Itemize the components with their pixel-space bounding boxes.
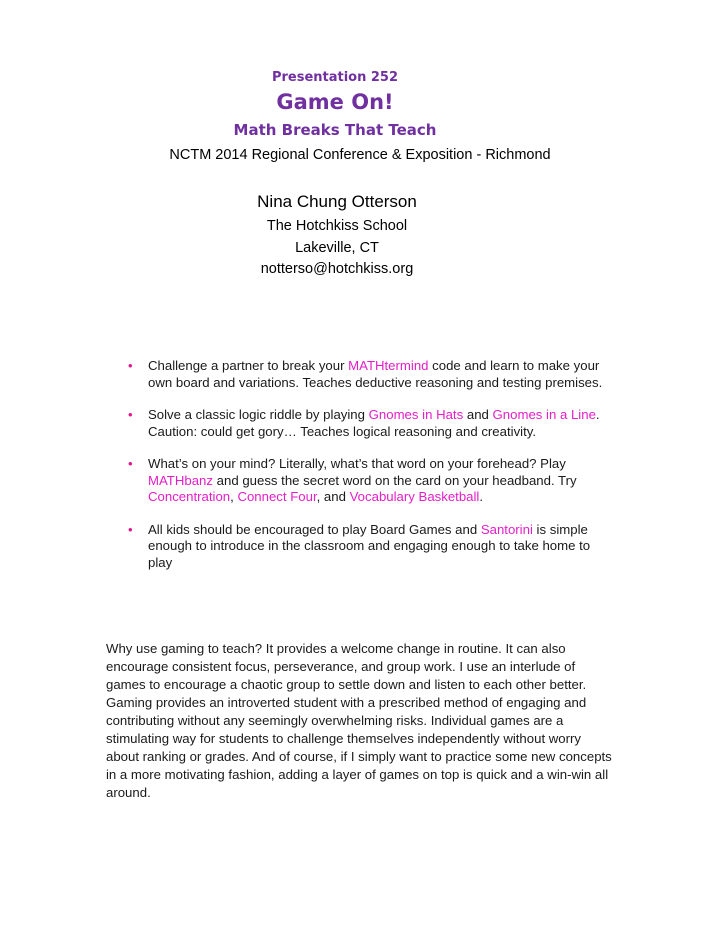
game-name: MATHbanz: [148, 472, 213, 488]
game-name: MATHtermind: [348, 358, 429, 373]
list-item: • All kids should be encouraged to play Board Games and Santorini is simple enough to introduce in the classroom and engaging enough to take home to play: [128, 521, 591, 570]
bullet-icon: •: [128, 407, 133, 422]
presenter-name: Nina Chung Otterson: [257, 192, 417, 211]
presentation-number: Presentation 252: [271, 70, 399, 85]
bullet-icon: •: [128, 456, 133, 471]
game-name: Gnomes in Hats: [368, 407, 464, 422]
game-name: Connect Four: [237, 489, 317, 504]
game-list: [128, 358, 608, 571]
game-name: Santorini: [480, 521, 533, 537]
presenter-school: The Hotchkiss School: [266, 218, 408, 234]
presenter-email: notterso@hotchkiss.org: [260, 261, 414, 277]
list-item: • Solve a classic logic riddle by playing Gnomes in Hats and Gnomes in a Line. Caution: could get gory… Teaches logical reasoning and creativity.: [128, 407, 600, 439]
page-title: Game On!: [276, 90, 394, 114]
why-paragraph: Why use gaming to teach? It provides a welcome change in routine. It can also encourage consistent focus, perseverance, and group work. I use an interlude of games to encourage a chaotic group to settle down and listen to each other better. Gaming provides an introverted student with a prescribed method of engaging and contributing without any seemingly overwhelming risks. Individual games are a stimulating way for students to challenge themselves independently without worry about ranking or grades. And of course, if I simply want to practice some new concepts in a more motivating fashion, adding a layer of games on top is quick and a win-win all around.: [106, 641, 612, 800]
bullet-icon: •: [128, 358, 133, 373]
bullet-icon: •: [128, 521, 133, 537]
list-item: • What’s on your mind? Literally, what’s that word on your forehead? Play MATHbanz and guess the secret word on the card on your headband. Try Concentration, Connect Four, and Vocabulary Basketball.: [128, 456, 577, 504]
page-subtitle: Math Breaks That Teach: [233, 121, 437, 139]
game-name: Vocabulary Basketball: [349, 489, 480, 504]
game-name: Concentration: [148, 489, 231, 504]
conference-name: NCTM 2014 Regional Conference & Exposition - Richmond: [169, 147, 551, 163]
game-name: Gnomes in a Line: [492, 407, 596, 422]
list-item: • Challenge a partner to break your MATHtermind code and learn to make your own board and variations. Teaches deductive reasoning and testing premises.: [128, 358, 603, 390]
presenter-location: Lakeville, CT: [295, 240, 379, 256]
